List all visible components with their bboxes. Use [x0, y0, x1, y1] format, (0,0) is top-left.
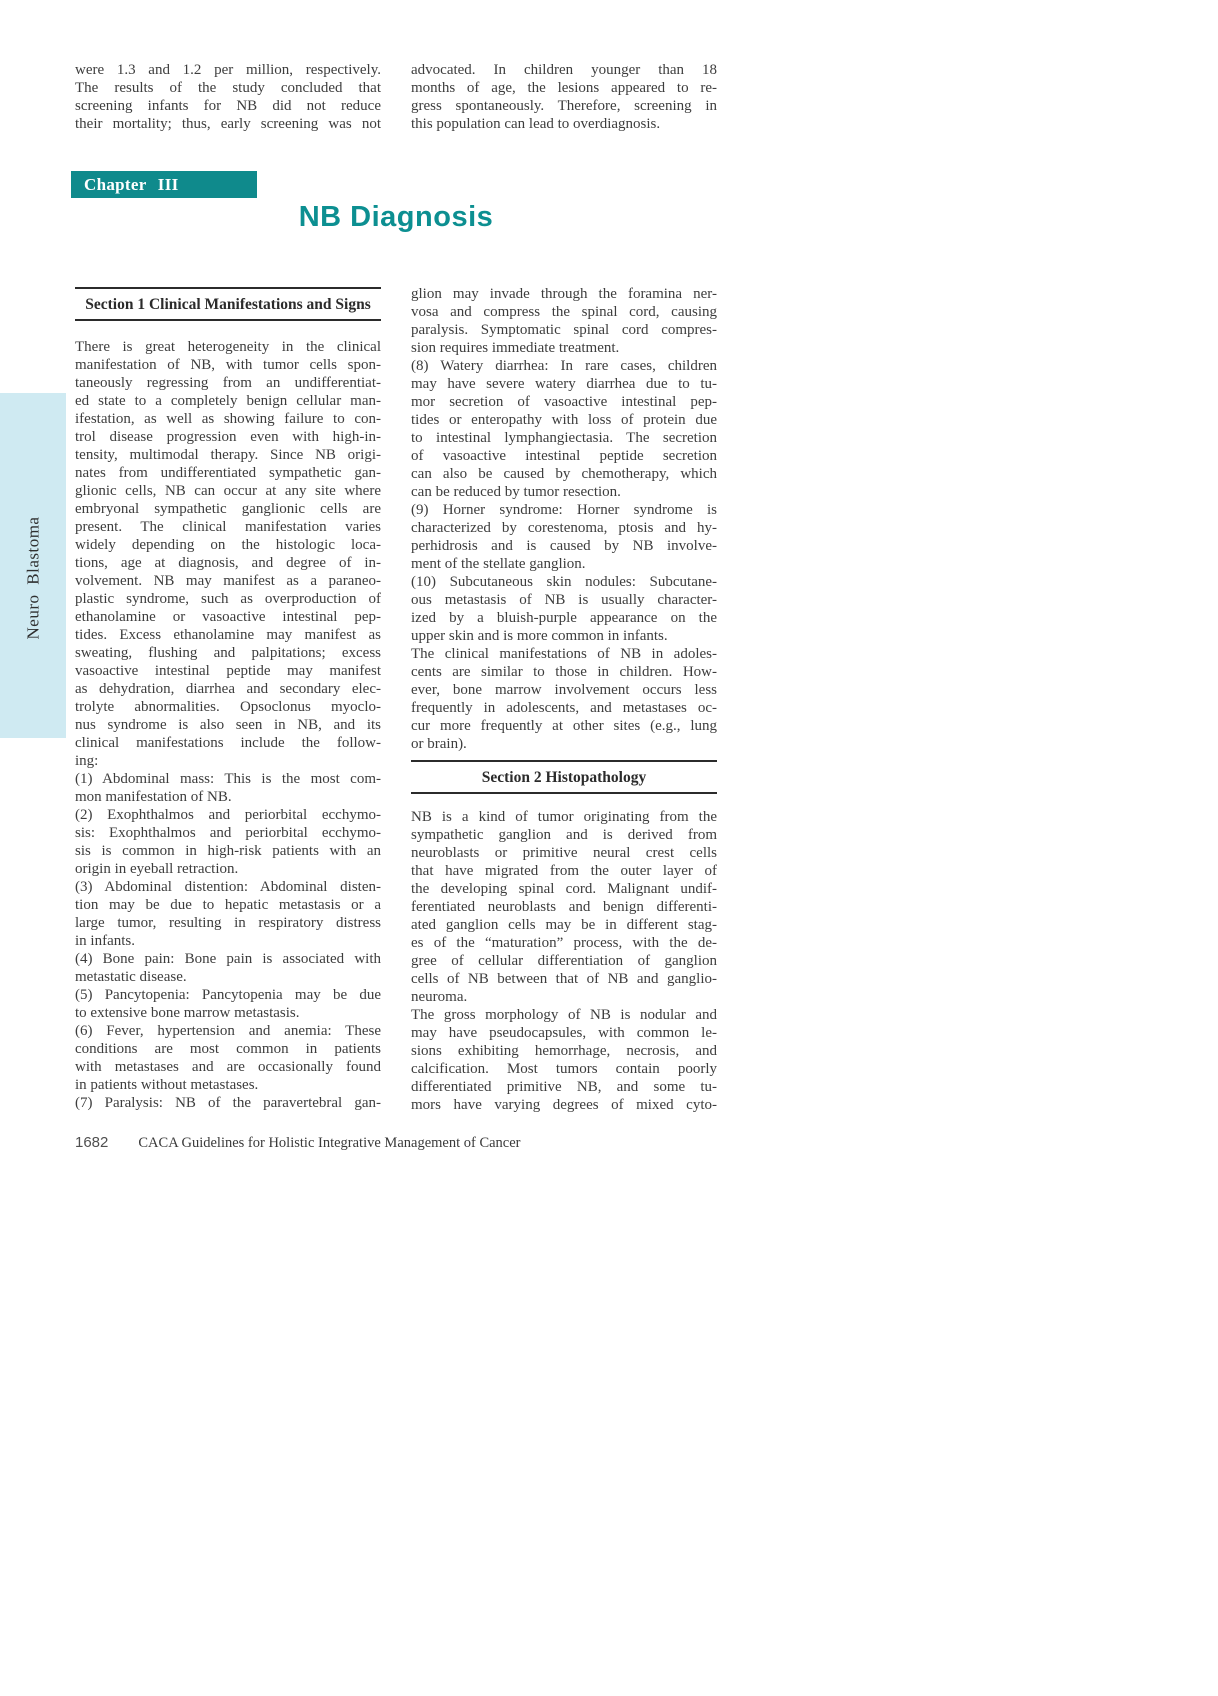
text-line: vosa and compress the spinal cord, causing: [411, 304, 717, 320]
text-line: in infants.: [75, 933, 135, 949]
text-line: screening infants for NB did not reduce: [75, 98, 381, 114]
page-number: 1682: [75, 1134, 109, 1151]
section-2-body: [411, 808, 717, 1114]
text-line: the developing spinal cord. Malignant undif-: [411, 881, 717, 897]
text-line: neuroblasts or primitive neural crest cells: [411, 845, 717, 861]
text-line: tions, age at diagnosis, and degree of in-: [75, 555, 381, 571]
text-line: (8) Watery diarrhea: In rare cases, children: [411, 358, 717, 374]
text-line: tides. Excess ethanolamine may manifest as: [75, 627, 381, 643]
text-line: ethanolamine or vasoactive intestinal pep-: [75, 609, 381, 625]
text-line: nus syndrome is also seen in NB, and its: [75, 717, 381, 733]
top-continuation-right-column: [411, 61, 717, 133]
text-line: cells of NB between that of NB and ganglio-: [411, 971, 717, 987]
text-line: embryonal sympathetic ganglionic cells are: [75, 501, 381, 517]
right-column: [411, 285, 717, 1114]
text-line: mors have varying degrees of mixed cyto-: [411, 1097, 717, 1113]
text-line: tion may be due to hepatic metastasis or a: [75, 897, 381, 913]
section-1-body-right: [411, 285, 717, 753]
text-line: The gross morphology of NB is nodular and: [411, 1007, 717, 1023]
text-line: nates from undifferentiated sympathetic gan-: [75, 465, 381, 481]
chapter-banner: [71, 171, 257, 198]
text-line: cents are similar to those in children. How-: [411, 664, 717, 680]
text-line: manifestation of NB, with tumor cells spon-: [75, 357, 381, 373]
text-line: glionic cells, NB can occur at any site where: [75, 483, 381, 499]
text-line: or brain).: [411, 736, 467, 752]
book-title: CACA Guidelines for Holistic Integrative Management of Cancer: [138, 1135, 521, 1151]
text-line: present. The clinical manifestation varies: [75, 519, 381, 535]
text-line: sions exhibiting hemorrhage, necrosis, and: [411, 1043, 717, 1059]
sidebar-label: Neuro Blastoma: [23, 516, 43, 639]
text-line: trolyte abnormalities. Opsoclonus myoclo-: [75, 699, 381, 715]
text-line: may have severe watery diarrhea due to tu-: [411, 376, 717, 392]
text-line: sis: Exophthalmos and periorbital ecchymo-: [75, 825, 381, 841]
text-line: paralysis. Symptomatic spinal cord compres-: [411, 322, 717, 338]
text-line: this population can lead to overdiagnosis.: [411, 116, 661, 132]
text-line: sympathetic ganglion and is derived from: [411, 827, 717, 843]
text-line: taneously regressing from an undifferentiat-: [75, 375, 381, 391]
text-line: ized by a bluish-purple appearance on the: [411, 610, 717, 626]
text-line: vasoactive intestinal peptide may manifest: [75, 663, 381, 679]
text-line: (2) Exophthalmos and periorbital ecchymo-: [75, 807, 381, 823]
text-line: in patients without metastases.: [75, 1077, 259, 1093]
text-line: (1) Abdominal mass: This is the most com-: [75, 771, 381, 787]
text-line: metastatic disease.: [75, 969, 187, 985]
text-line: may have pseudocapsules, with common le-: [411, 1025, 717, 1041]
text-line: The results of the study concluded that: [75, 80, 381, 96]
text-line: of vasoactive intestinal peptide secretion: [411, 448, 717, 464]
text-line: large tumor, resulting in respiratory distress: [75, 915, 381, 931]
text-line: cur more frequently at other sites (e.g., lung: [411, 718, 717, 734]
text-line: The clinical manifestations of NB in adoles-: [411, 646, 717, 662]
left-column: [75, 287, 381, 1112]
text-line: frequently in adolescents, and metastases oc-: [411, 700, 717, 716]
text-line: differentiated primitive NB, and some tu-: [411, 1079, 717, 1095]
text-line: advocated. In children younger than 18: [411, 62, 717, 78]
text-line: (4) Bone pain: Bone pain is associated with: [75, 951, 381, 967]
text-line: gress spontaneously. Therefore, screening in: [411, 98, 717, 114]
text-line: that have migrated from the outer layer of: [411, 863, 717, 879]
text-line: glion may invade through the foramina ner-: [411, 286, 717, 302]
text-line: (5) Pancytopenia: Pancytopenia may be due: [75, 987, 381, 1003]
top-continuation-left-column: [75, 61, 381, 133]
text-line: can be reduced by tumor resection.: [411, 484, 621, 500]
section-1-heading: Section 1 Clinical Manifestations and Signs: [85, 296, 371, 313]
text-line: can also be caused by chemotherapy, which: [411, 466, 717, 482]
footer: [75, 1134, 717, 1152]
text-line: NB is a kind of tumor originating from the: [411, 809, 717, 825]
text-line: with metastases and are occasionally found: [75, 1059, 381, 1075]
text-line: ing:: [75, 753, 99, 769]
text-line: (10) Subcutaneous skin nodules: Subcutane-: [411, 574, 717, 590]
text-line: upper skin and is more common in infants.: [411, 628, 668, 644]
text-line: calcification. Most tumors contain poorly: [411, 1061, 717, 1077]
text-line: mon manifestation of NB.: [75, 789, 232, 805]
text-line: characterized by corestenoma, ptosis and hy-: [411, 520, 717, 536]
text-line: to intestinal lymphangiectasia. The secretion: [411, 430, 717, 446]
text-line: gree of cellular differentiation of ganglion: [411, 953, 717, 969]
section-1-header: [75, 287, 381, 321]
text-line: to extensive bone marrow metastasis.: [75, 1005, 300, 1021]
text-line: conditions are most common in patients: [75, 1041, 381, 1057]
text-line: neuroma.: [411, 989, 468, 1005]
text-line: mor secretion of vasoactive intestinal pep-: [411, 394, 717, 410]
text-line: (7) Paralysis: NB of the paravertebral gan-: [75, 1095, 381, 1111]
chapter-title: NB Diagnosis: [298, 201, 494, 233]
text-line: ever, bone marrow involvement occurs less: [411, 682, 717, 698]
text-line: tensity, multimodal therapy. Since NB origi-: [75, 447, 381, 463]
text-line: (3) Abdominal distention: Abdominal disten-: [75, 879, 381, 895]
sidebar-tab: [0, 393, 66, 738]
text-line: their mortality; thus, early screening was not: [75, 116, 381, 132]
text-line: (9) Horner syndrome: Horner syndrome is: [411, 502, 717, 518]
chapter-banner-label: Chapter III: [84, 175, 179, 194]
section-2-header: [411, 760, 717, 794]
text-line: ferentiated neuroblasts and benign differenti-: [411, 899, 717, 915]
text-line: es of the “maturation” process, with the de-: [411, 935, 717, 951]
text-line: widely depending on the histologic loca-: [75, 537, 381, 553]
text-line: ed state to a completely benign cellular man-: [75, 393, 381, 409]
text-line: origin in eyeball retraction.: [75, 861, 239, 877]
text-line: ment of the stellate ganglion.: [411, 556, 586, 572]
text-line: There is great heterogeneity in the clinical: [75, 339, 381, 355]
text-line: (6) Fever, hypertension and anemia: These: [75, 1023, 381, 1039]
text-line: ous metastasis of NB is usually character-: [411, 592, 717, 608]
text-line: ated ganglion cells may be in different stag-: [411, 917, 717, 933]
text-line: months of age, the lesions appeared to re-: [411, 80, 717, 96]
text-line: ifestation, as well as showing failure to con-: [75, 411, 381, 427]
section-1-body-left: [75, 338, 381, 1112]
text-line: as dehydration, diarrhea and secondary elec-: [75, 681, 381, 697]
text-line: sion requires immediate treatment.: [411, 340, 620, 356]
text-line: plastic syndrome, such as overproduction of: [75, 591, 381, 607]
text-line: perhidrosis and is caused by NB involve-: [411, 538, 717, 554]
text-line: sis is common in high-risk patients with an: [75, 843, 381, 859]
text-line: were 1.3 and 1.2 per million, respectively.: [75, 62, 381, 78]
section-2-heading: Section 2 Histopathology: [481, 769, 647, 786]
text-line: volvement. NB may manifest as a paraneo-: [75, 573, 381, 589]
text-line: trol disease progression even with high-in-: [75, 429, 381, 445]
text-line: sweating, flushing and palpitations; excess: [75, 645, 381, 661]
text-line: tides or enteropathy with loss of protein due: [411, 412, 717, 428]
text-line: clinical manifestations include the follow-: [75, 735, 381, 751]
